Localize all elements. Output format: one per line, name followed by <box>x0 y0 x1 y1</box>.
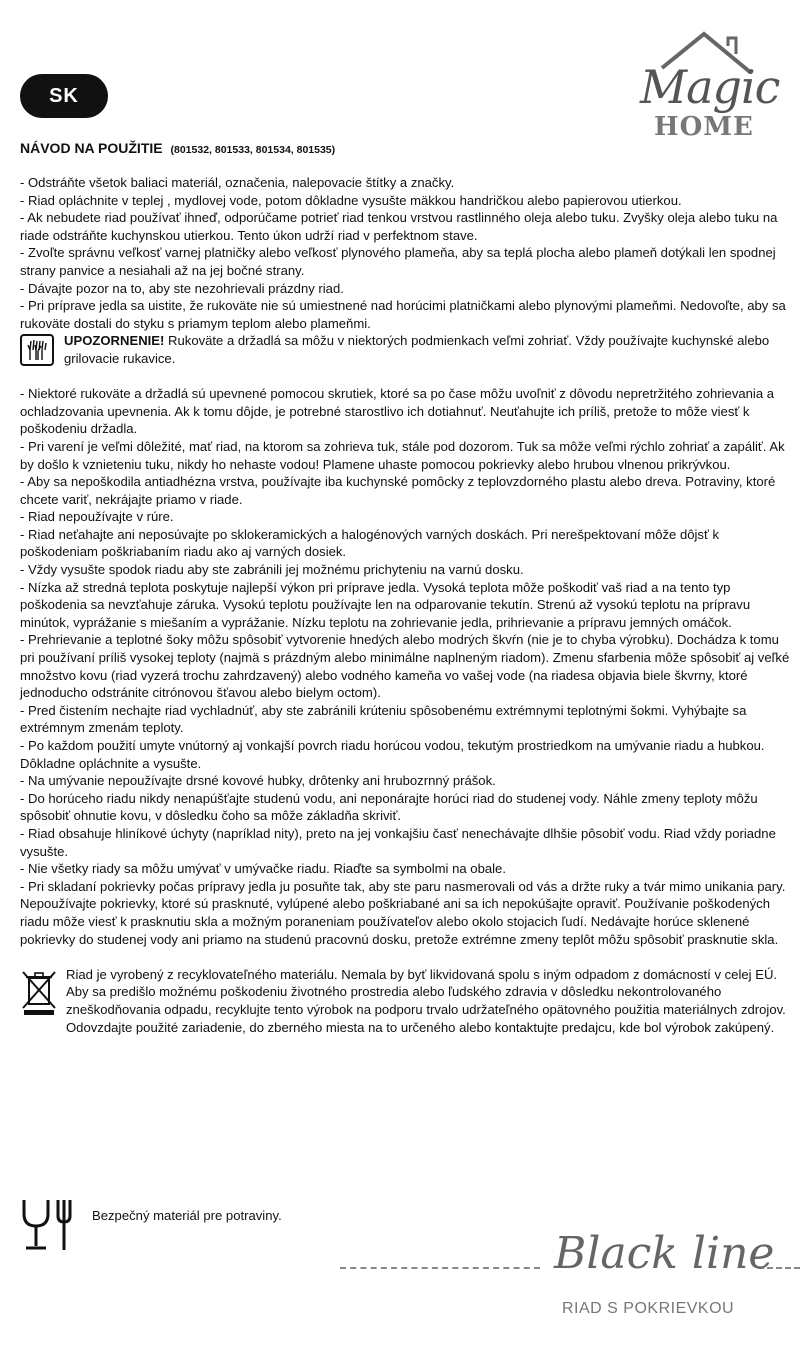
paragraph: - Aby sa nepoškodila antiadhézna vrstva, používajte iba kuchynské pomôcky z teplovzdorného plastu alebo dreva. Potraviny, ktoré chcete variť, nekrájajte priamo v riade. <box>20 474 776 507</box>
instructions <box>20 174 790 1036</box>
logo-script: Magic <box>640 60 780 114</box>
paragraph: - Na umývanie nepoužívajte drsné kovové hubky, drôtenky ani hrubozrnný prášok. <box>20 773 496 789</box>
paragraph: - Pri príprave jedla sa uistite, že rukoväte nie sú umiestnené nad horúcimi platničkami alebo plynovými plameňmi. Nedovoľte, aby sa rukoväte dostali do styku s priamym teplom alebo plameňmi. <box>20 298 786 331</box>
warning-label: UPOZORNENIE! <box>64 333 165 349</box>
brand-subtitle: RIAD S POKRIEVKOU <box>562 1300 735 1317</box>
magic-home-logo <box>632 28 782 146</box>
paragraph: - Nie všetky riady sa môžu umývať v umývačke riadu. Riaďte sa symbolmi na obale. <box>20 861 506 877</box>
language-code: SK <box>49 84 79 107</box>
paragraph: - Odstráňte všetok baliaci materiál, označenia, nalepovacie štítky a značky. <box>20 175 455 190</box>
title-text: NÁVOD NA POUŽITIE <box>20 140 163 156</box>
paragraph: - Prehrievanie a teplotné šoky môžu spôsobiť vytvorenie hnedých alebo modrých škvŕn (nie je to chyba výrobku). Dochádza k tomu pri používaní príliš vysokej teploty (najmä s prázdným alebo minimálne naplneným riadom). Zmenu sfarbenia môže spôsobiť aj veľké množstvo kovu (riad vyzerá trochu zahrdzavený) alebo vodného kameňa vo vašej vode (na riadesa objavia biele škvrny, ktoré jednoducho odstránite citrónovou šťavou alebo bielym octom). <box>20 632 790 701</box>
warning-body: Rukoväte a držadlá sa môžu v niektorých podmienkach veľmi zohriať. Vždy používajte kuchynské alebo grilovacie rukavice. <box>64 333 770 366</box>
paragraph: - Pri skladaní pokrievky počas prípravy jedla ju posuňte tak, aby ste paru nasmerovali od vás a držte ruky a tvár mimo unikania pary. Nepoužívajte pokrievky, ktoré sú prasknuté, vylúpené alebo poškriabané ani sa ich nepokúšajte opraviť. Používanie poškodených riadu môže viesť k prasknutiu skla a možným poraneniam používateľov alebo okolo stojacich ľudí. Nedávajte horúce sklenené pokrievky do studenej vody ani priamo na studenú pracovnú dosku, pretože extrémne zmeny teplôt môžu spôsobiť prasknutie skla. <box>20 878 786 947</box>
paragraph: - Nízka až stredná teplota poskytuje najlepší výkon pri príprave jedla. Vysoká teplota môže poškodiť vaš riad a na tento typ poškodenia sa nevzťahuje záruka. Vysokú teplotu používajte len na odparovanie tekutín. Strenú až vysokú teplotu na prípravu minútok, vyprážanie s miešaním a vyprážanie. Nízku teplotu na zohrievanie jedla, prihrievanie a prípravu jemných omáčok. <box>20 579 751 630</box>
paragraph: - Pred čistením nechajte riad vychladnúť, aby ste zabránili krúteniu spôsobenému extrémnymi teplotnými šokmi. Vyhýbajte sa extrémnym zmenám teploty. <box>20 702 747 736</box>
glass-fork-icon <box>20 1196 78 1254</box>
gloves-icon <box>20 334 54 366</box>
language-badge <box>20 74 108 118</box>
warning-block <box>20 332 790 367</box>
product-codes: (801532, 801533, 801534, 801535) <box>170 144 336 156</box>
paragraph: - Ak nebudete riad používať ihneď, odporúčame potrieť riad tenkou vrstvou rastlinného oleja alebo tuku. Zvyšky oleja alebo tuku na riade odstráňte kuchynskou utierkou. Tento úkon udrží riad v perfektnom stave. <box>20 210 778 243</box>
logo-home: HOME <box>654 112 754 142</box>
paragraph: - Pri varení je veľmi dôležité, mať riad, na ktorom sa zohrieva tuk, stále pod dozorom. Tuk sa môže veľmi rýchlo zohriať a zapáliť. Ak by došlo k vznieteniu tuku, nikdy ho nehaste vodou! Plamene uhaste pomocou pokrievky alebo hrubou vlnenou prikrývkou. <box>20 438 785 472</box>
dashed-divider-left <box>340 1267 540 1269</box>
paragraph: - Po každom použití umyte vnútorný aj vonkajší povrch riadu horúcou vodou, tekutým prostriedkom na umývanie riadu a hubkou. Dôkladne opláchnite a vysušte. <box>20 738 765 771</box>
black-line-brand <box>340 1222 800 1322</box>
paragraph: - Do horúceho riadu nikdy nenapúšťajte studenú vodu, ani neponárajte horúci riad do studenej vody. Náhle zmeny teploty môžu spôsobiť ohnutie kovu, v dôsledku čoho sa môže základňa skriviť. <box>20 790 758 824</box>
paragraph: - Riad opláchnite v teplej , mydlovej vode, potom dôkladne vysušte mäkkou handričkou alebo papierovou utierkou. <box>20 192 682 208</box>
crossed-bin-icon <box>20 968 58 1016</box>
paragraph: - Riad neťahajte ani neposúvajte po sklokeramických a halogénových varných doskách. Pri nerešpektovaní môže dôjsť k poškodeniam poškriabaním riadu ako aj varných dosiek. <box>20 526 720 560</box>
page-title <box>20 140 335 156</box>
paragraph: - Vždy vysušte spodok riadu aby ste zabránili jej možnému prichyteniu na varnú dosku. <box>20 562 524 578</box>
paragraph: - Riad obsahuje hliníkové úchyty (napríklad nity), preto na jej vonkajšiu časť nenechávajte dlhšie pôsobiť vodu. Riad vždy poriadne vysušte. <box>20 825 776 859</box>
warning-text <box>64 332 790 367</box>
recycle-text: Riad je vyrobený z recyklovateľného materiálu. Nemala by byť likvidovaná spolu s iným odpadom z domácností v celej EÚ. Aby sa predišlo možnému poškodeniu životného prostredia alebo ľudského zdravia v dôsledku nekontrolovaného zneškodňovania odpadu, recyklujte tento výrobok na podporu trvalo udržateľného opätovného použitia materiálnych zdrojov. Odovzdajte použité zariadenie, do zberného miesta na to určeného alebo kontaktujte predajcu, kde bol výrobok zakúpený. <box>66 966 786 1035</box>
brand-name: Black line <box>554 1228 775 1279</box>
food-safe-text: Bezpečný materiál pre potraviny. <box>92 1207 282 1223</box>
recycle-block <box>20 966 790 1036</box>
paragraph: - Riad nepoužívajte v rúre. <box>20 509 174 525</box>
paragraph: - Dávajte pozor na to, aby ste nezohrievali prázdny riad. <box>20 280 344 296</box>
paragraph: - Niektoré rukoväte a držadlá sú upevnené pomocou skrutiek, ktoré sa po čase môžu uvoľniť z dôvodu nepretržitého zohrievania a ochladzovania upevnenia. Ak k tomu dôjde, je potrebné starostlivo ich dotiahnuť. Neuťahujte ich príliš, pretože to môže viesť k poškodeniu držadla. <box>20 386 775 437</box>
paragraph: - Zvoľte správnu veľkosť varnej platničky alebo veľkosť plynového plameňa, aby sa teplá plocha alebo plameň dotýkali len spodnej strany panvice a nesiahali až na jej bočné strany. <box>20 245 776 278</box>
